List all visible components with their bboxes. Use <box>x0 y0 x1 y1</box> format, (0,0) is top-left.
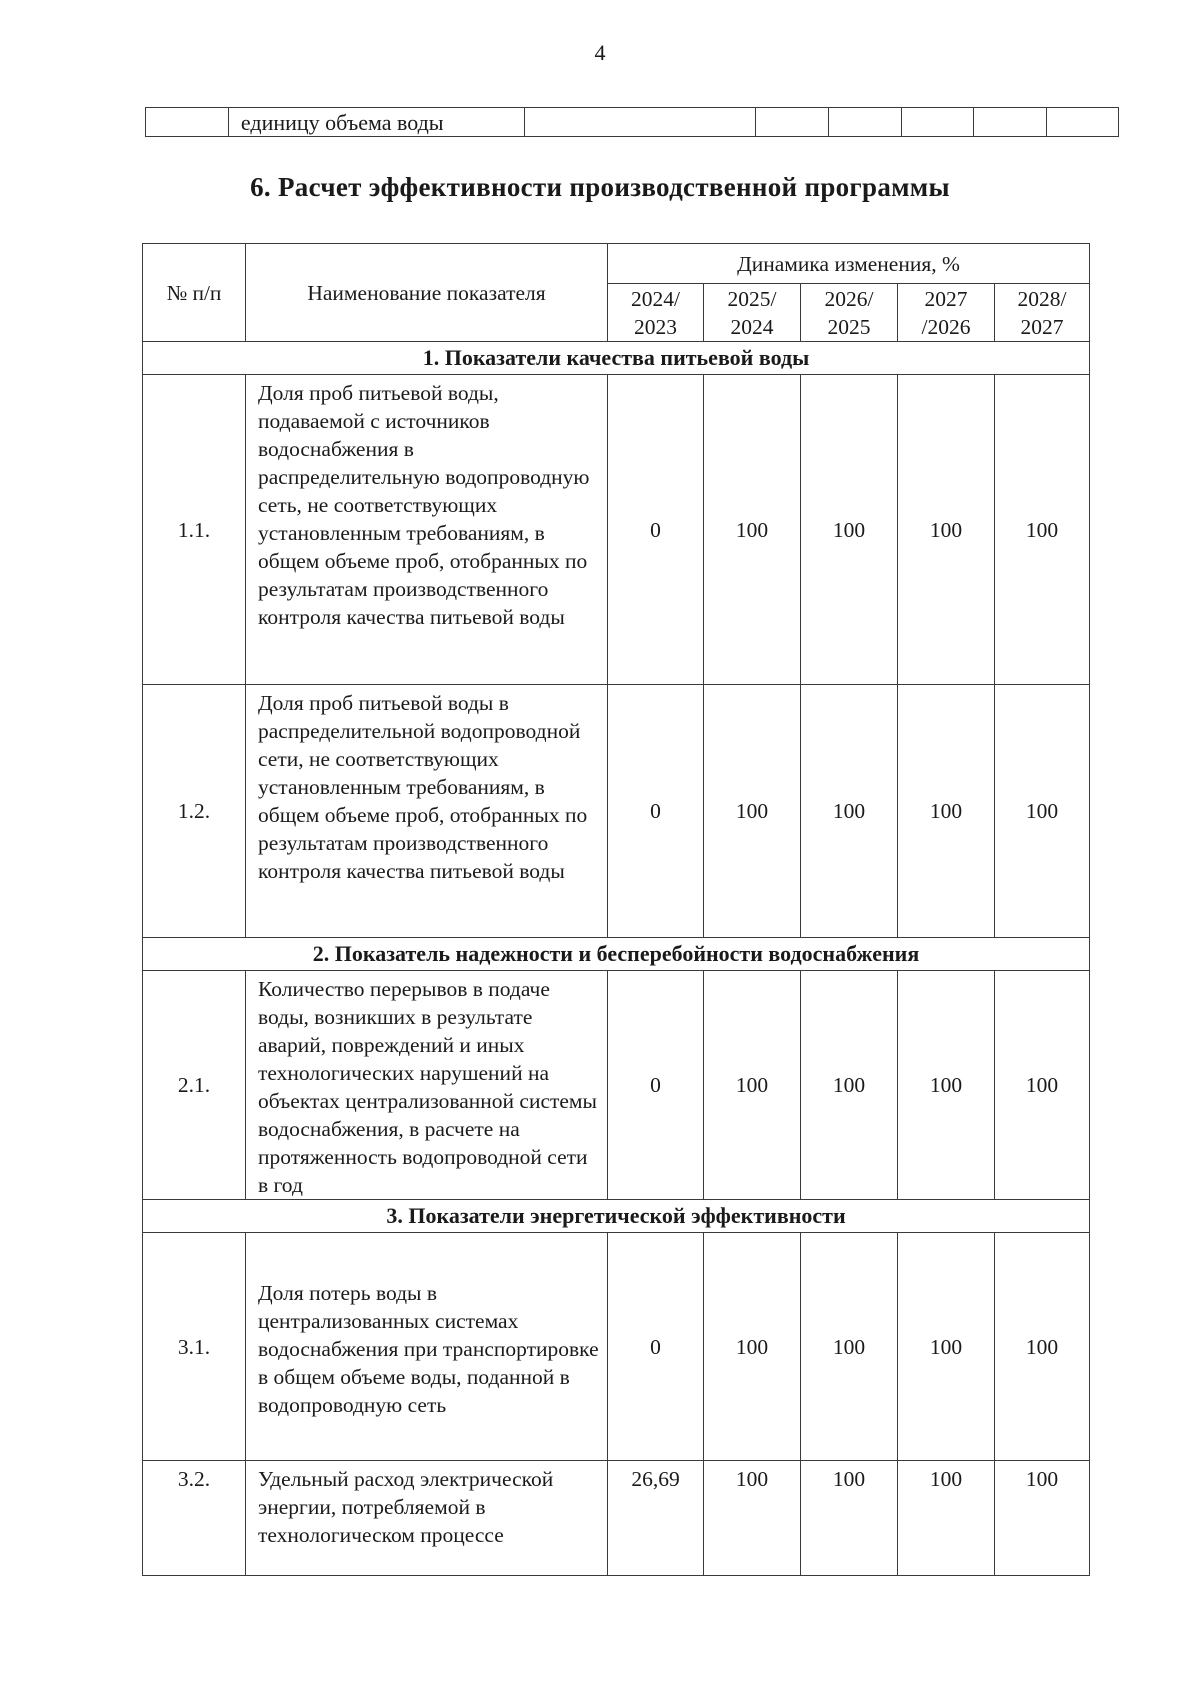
row-num: 3.1. <box>143 1233 246 1461</box>
row-value: 100 <box>995 1461 1090 1576</box>
previous-table-fragment <box>145 107 1119 137</box>
row-value: 100 <box>704 1461 801 1576</box>
row-value: 100 <box>995 685 1090 938</box>
row-value: 26,69 <box>608 1461 704 1576</box>
fragment-cell <box>902 108 974 137</box>
row-name: Доля проб питьевой воды, подаваемой с источников водоснабжения в распределительную водопроводную сеть, не соответствующих установленным требованиям, в общем объеме проб, отобранных по результатам производственного контроля качества питьевой воды <box>246 375 608 685</box>
row-value: 100 <box>801 1461 898 1576</box>
row-value: 100 <box>995 971 1090 1200</box>
row-value: 0 <box>608 1233 704 1461</box>
row-value: 100 <box>704 1233 801 1461</box>
row-value: 100 <box>801 1233 898 1461</box>
row-value: 100 <box>704 375 801 685</box>
row-value: 100 <box>704 685 801 938</box>
row-value: 100 <box>704 971 801 1200</box>
row-value: 0 <box>608 375 704 685</box>
row-value: 100 <box>898 375 995 685</box>
header-num: № п/п <box>143 244 246 342</box>
row-value: 100 <box>898 1233 995 1461</box>
row-value: 100 <box>995 375 1090 685</box>
section-title: 6. Расчет эффективности производственной программы <box>250 172 950 202</box>
header-year: 2028/ 2027 <box>995 284 1090 342</box>
row-num: 1.1. <box>143 375 246 685</box>
row-name: Количество перерывов в подаче воды, возникших в результате аварий, повреждений и иных технологических нарушений на объектах централизованной системы водоснабжения, в расчете на протяженность водопроводной сети в год <box>246 971 608 1200</box>
row-value: 100 <box>898 1461 995 1576</box>
row-name: Доля потерь воды в централизованных системах водоснабжения при транспортировке в общем объеме воды, поданной в водопроводную сеть <box>246 1233 608 1461</box>
group-heading: 3. Показатели энергетической эффективности <box>143 1200 1090 1233</box>
group-heading: 2. Показатель надежности и бесперебойности водоснабжения <box>143 938 1090 971</box>
row-value: 100 <box>898 971 995 1200</box>
row-num: 3.2. <box>143 1461 246 1576</box>
row-num: 2.1. <box>143 971 246 1200</box>
row-value: 0 <box>608 971 704 1200</box>
row-value: 100 <box>995 1233 1090 1461</box>
header-year: 2027 /2026 <box>898 284 995 342</box>
row-value: 100 <box>801 971 898 1200</box>
row-name: Удельный расход электрической энергии, потребляемой в технологическом процессе <box>246 1461 608 1576</box>
fragment-cell-text: единицу объема воды <box>228 108 524 137</box>
row-name: Доля проб питьевой воды в распределительной водопроводной сети, не соответствующих установленным требованиям, в общем объеме проб, отобранных по результатам производственного контроля качества питьевой воды <box>246 685 608 938</box>
fragment-cell <box>524 108 756 137</box>
fragment-cell <box>756 108 829 137</box>
header-year: 2026/ 2025 <box>801 284 898 342</box>
fragment-cell <box>974 108 1047 137</box>
header-name: Наименование показателя <box>246 244 608 342</box>
page-number: 4 <box>594 40 606 65</box>
fragment-cell <box>829 108 902 137</box>
header-dynamics: Динамика изменения, % <box>608 244 1090 284</box>
row-num: 1.2. <box>143 685 246 938</box>
row-value: 0 <box>608 685 704 938</box>
header-year: 2024/ 2023 <box>608 284 704 342</box>
header-year: 2025/ 2024 <box>704 284 801 342</box>
group-heading: 1. Показатели качества питьевой воды <box>143 342 1090 375</box>
row-value: 100 <box>801 685 898 938</box>
row-value: 100 <box>898 685 995 938</box>
fragment-cell <box>1047 108 1119 137</box>
fragment-cell <box>146 108 229 137</box>
row-value: 100 <box>801 375 898 685</box>
efficiency-table <box>142 243 1090 1576</box>
